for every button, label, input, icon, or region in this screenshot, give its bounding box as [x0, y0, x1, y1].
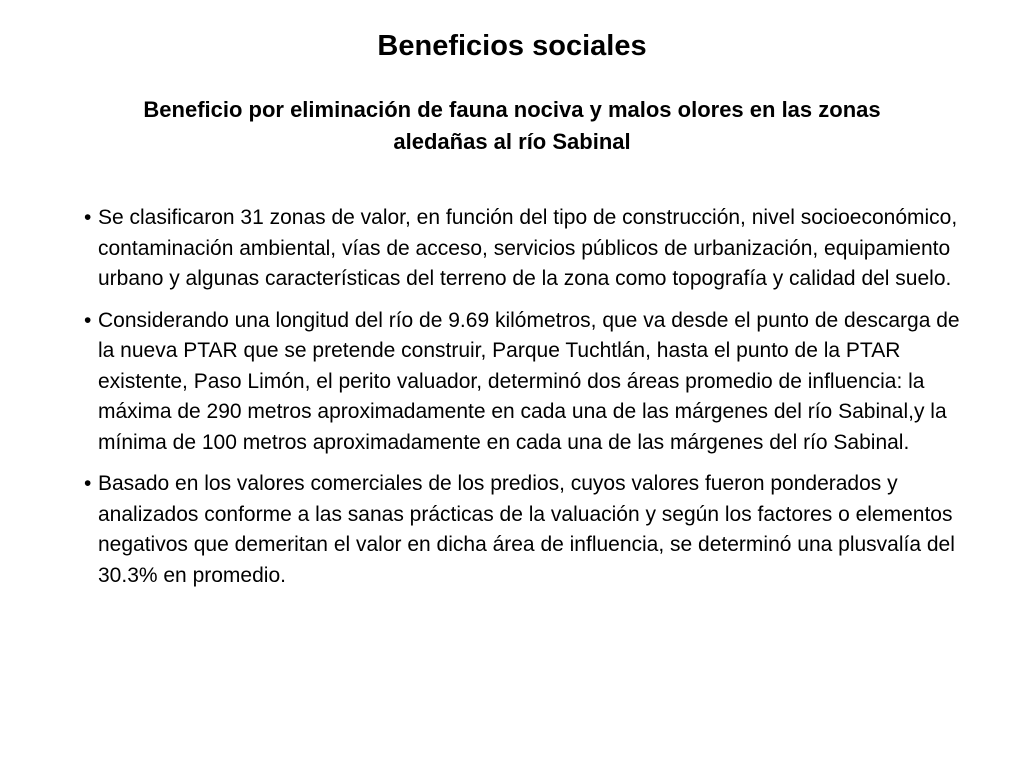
- slide-title: Beneficios sociales: [377, 30, 647, 62]
- bullet-item: [84, 203, 964, 295]
- bullet-item: [84, 306, 964, 459]
- bullet-text: Considerando una longitud del río de 9.69 kilómetros, que va desde el punto de descarga de la nueva PTAR que se pretende construir, Parque Tuchtlán, hasta el punto de la PTAR existente, Paso Limón, el perito valuador, determinó dos áreas promedio de influencia: la máxima de 290 metros aproximadamente en cada una de las márgenes del río Sabinal,y la mínima de 100 metros aproximadamente en cada una de las márgenes del río Sabinal.: [98, 308, 960, 454]
- bullet-dot-icon: •: [84, 206, 92, 229]
- bullet-text: Se clasificaron 31 zonas de valor, en función del tipo de construcción, nivel socioeconómico, contaminación ambiental, vías de acceso, servicios públicos de urbanización, equipamiento urbano y algunas características del terreno de la zona como topografía y calidad del suelo.: [98, 206, 958, 290]
- slide-subtitle: Beneficio por eliminación de fauna nociva y malos olores en las zonas aledañas al río Sabinal: [143, 97, 881, 154]
- bullet-text: Basado en los valores comerciales de los predios, cuyos valores fueron ponderados y analizados conforme a las sanas prácticas de la valuación y según los factores o elementos negativos que demeritan el valor en dicha área de influencia, se determinó una plusvalía del 30.3% en promedio.: [98, 472, 955, 587]
- bullet-dot-icon: •: [84, 472, 92, 495]
- bullet-dot-icon: •: [84, 308, 92, 332]
- bullet-list: [84, 203, 964, 602]
- bullet-item: [84, 469, 964, 591]
